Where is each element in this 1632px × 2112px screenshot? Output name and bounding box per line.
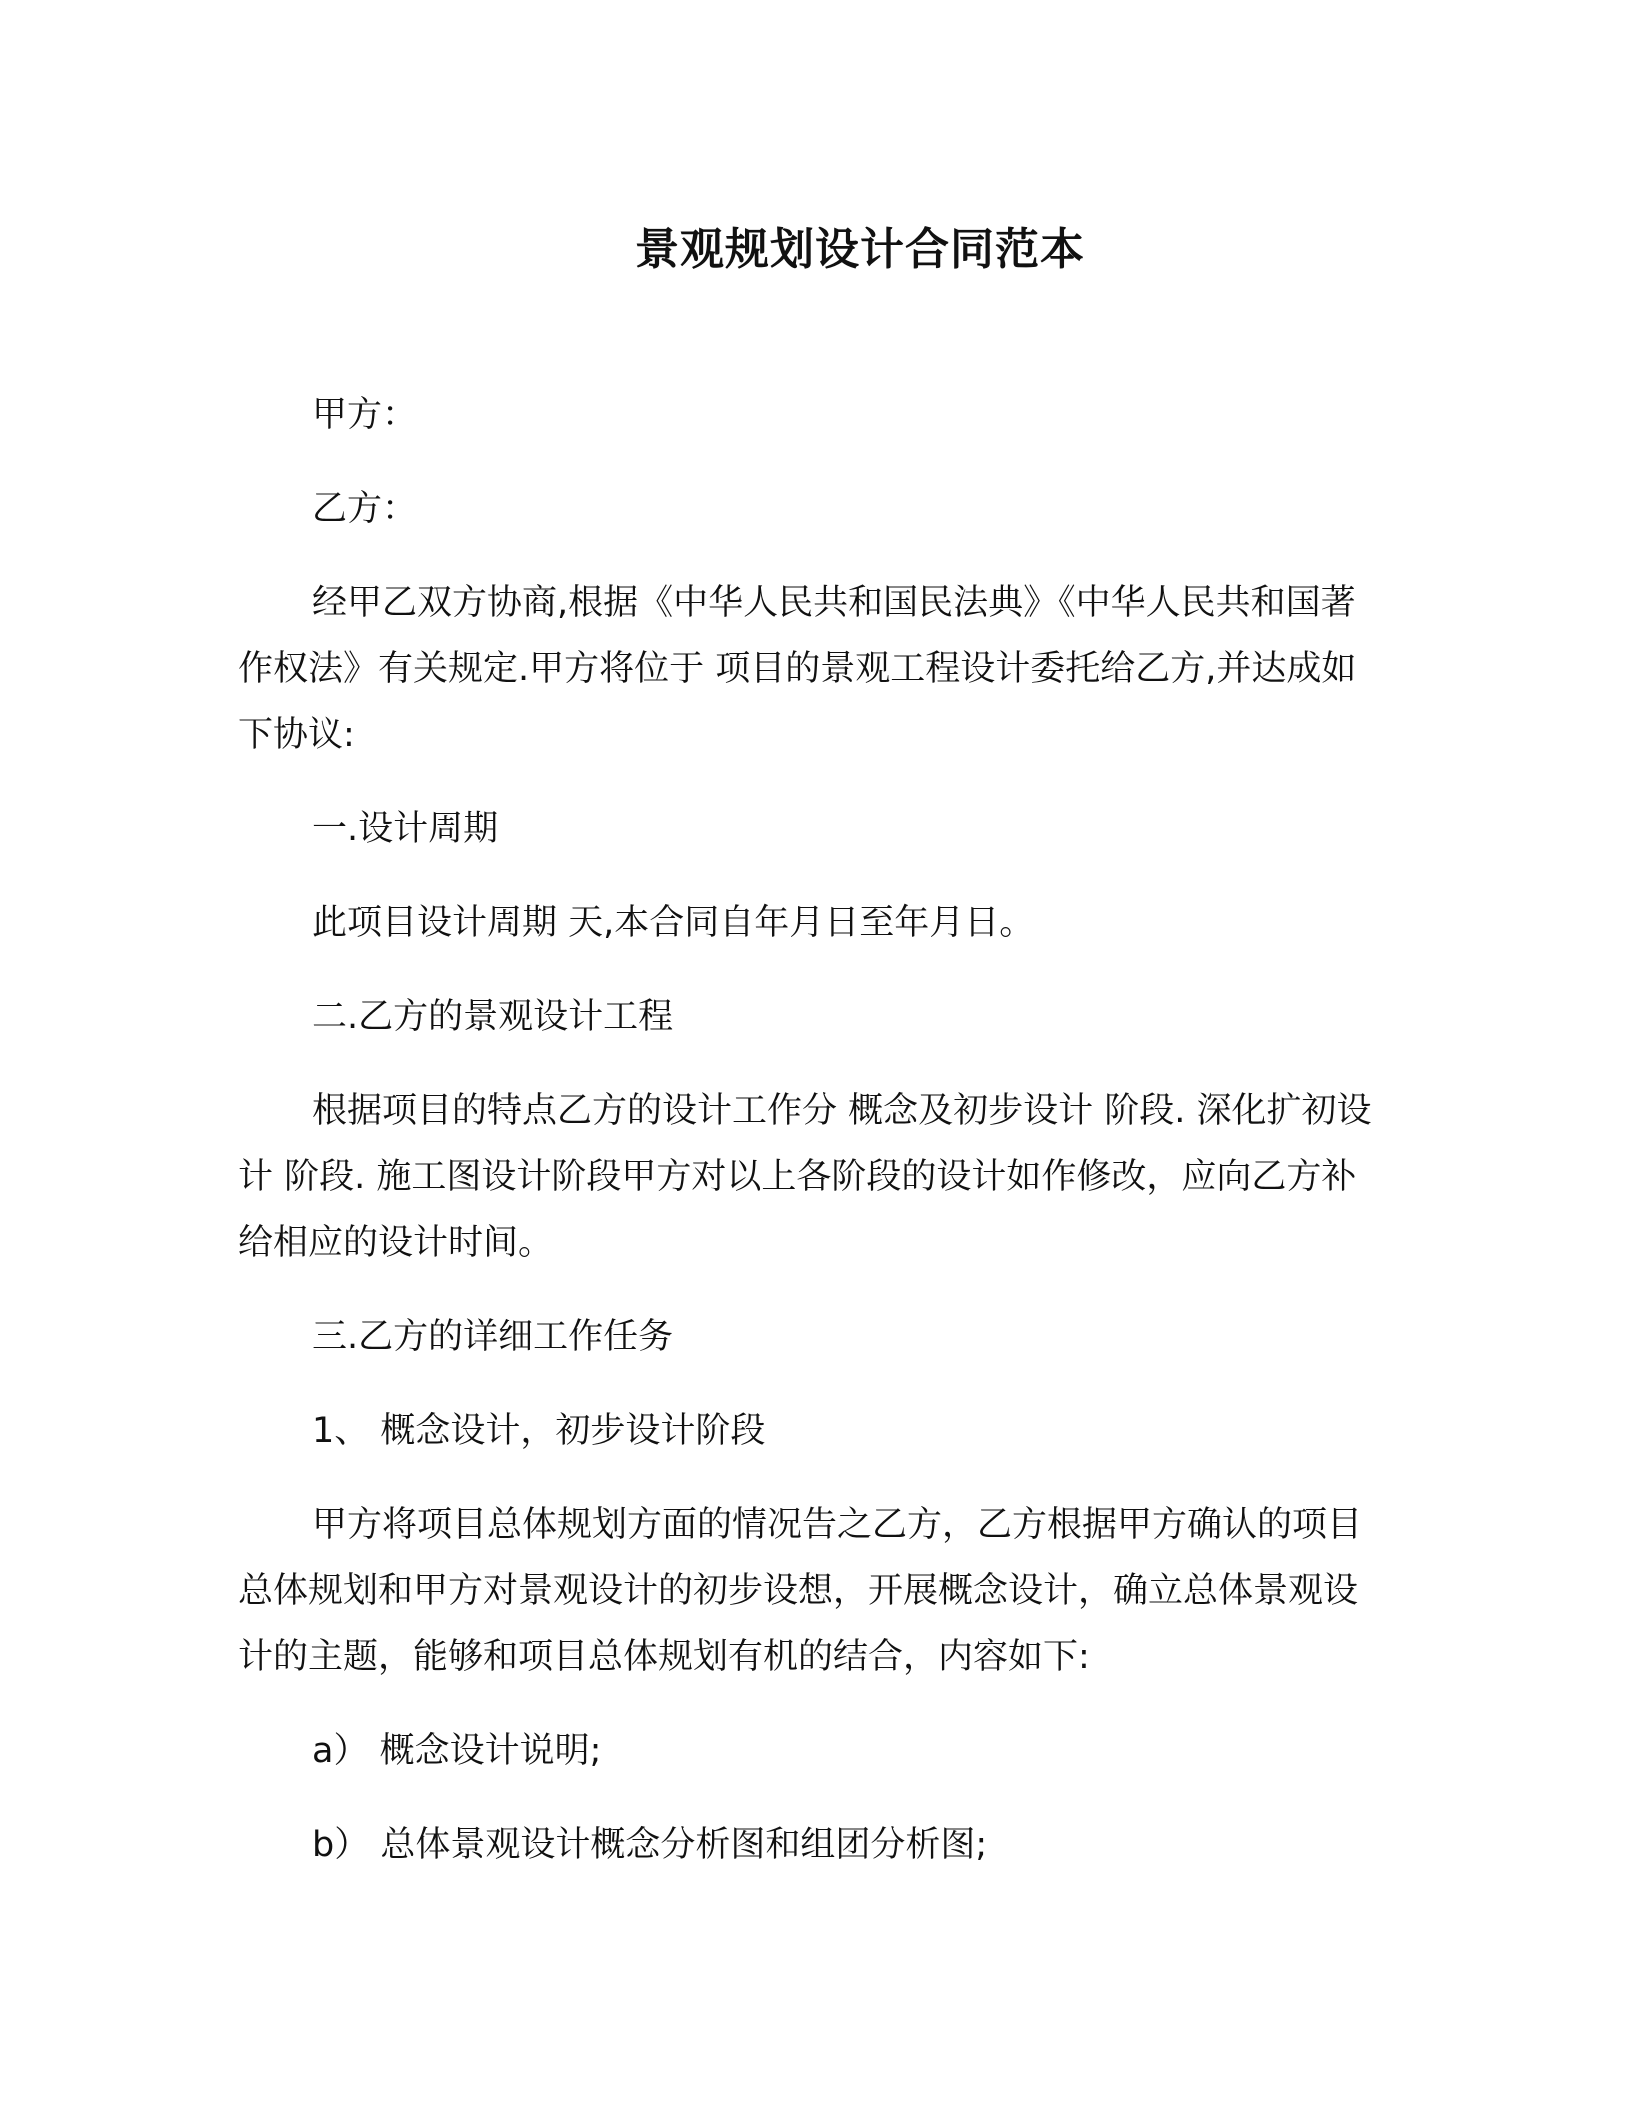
document-title: 景观规划设计合同范本 <box>635 224 1085 275</box>
list-item-b: b） 总体景观设计概念分析图和组团分析图; <box>312 1825 988 1865</box>
subsection-heading-concept-design: 1、 概念设计，初步设计阶段 <box>312 1411 766 1451</box>
section-heading-design-period: 一.设计周期 <box>312 809 499 849</box>
landscape-design-stages-paragraph: 根据项目的特点乙方的设计工作分 概念及初步设计 阶段. 深化扩初设计 阶段. 施工图设计阶段甲方对以上各阶段的设计如作修改，应向乙方补给相应的设计时间。 <box>238 1091 1372 1263</box>
party-b-line: 乙方： <box>312 489 418 529</box>
list-item-a: a） 概念设计说明; <box>312 1731 602 1771</box>
document-body <box>238 382 1388 1906</box>
section-heading-detailed-tasks: 三.乙方的详细工作任务 <box>312 1317 674 1357</box>
section-heading-landscape-design-project: 二.乙方的景观设计工程 <box>312 997 674 1037</box>
intro-paragraph: 经甲乙双方协商,根据《中华人民共和国民法典》《中华人民共和国著作权法》有关规定.甲方将位于 项目的景观工程设计委托给乙方,并达成如下协议: <box>238 583 1357 755</box>
party-a-line: 甲方： <box>312 395 418 435</box>
design-period-paragraph: 此项目设计周期 天,本合同自年月日至年月日。 <box>312 903 1035 943</box>
concept-design-paragraph: 甲方将项目总体规划方面的情况告之乙方，乙方根据甲方确认的项目总体规划和甲方对景观设计的初步设想，开展概念设计，确立总体景观设计的主题，能够和项目总体规划有机的结合，内容如下: <box>238 1505 1363 1677</box>
